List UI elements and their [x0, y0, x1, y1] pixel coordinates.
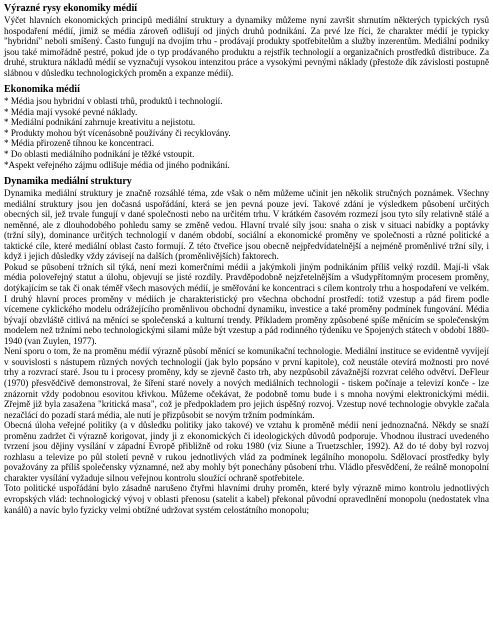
- paragraph: Dynamika mediální struktury je značně rozsáhlé téma, zde však o něm můžeme učinit jen několik stručných poznámek. Všechny mediální struktury jsou jen dočasná uspořádání, která se jen pevná pouze jeví. Takové zdání je výsledkem působení určitých obecných sil, jež trvale fungují v dané společnosti nebo na určitém trhu. V krátkém časovém rozmezí jsou tyto síly relativně stálé a neměnné, ale z dlouhodobého pohledu samy se změně vedou. Hlavní trvalé síly jsou: snaha o zisk v situaci nabídky a poptávky (tržní síly), dominance určitých technologií v daném období, sociální a ekonomické proměny ve společnosti a různé politické a taktické cíle, které mediální oblast často formují. Z této čtveřice jsou obecně nejpředvídatelnější a nejméně proměnlivé tržní síly, i když i jejich důsledky vždy závisejí na dalších (proměnlivějších) faktorech.: [4, 188, 489, 262]
- list-item: * Média přirozeně tíhnou ke koncentraci.: [4, 138, 154, 149]
- list-item: * Do oblasti mediálního podnikání je těžké vstoupit.: [4, 149, 195, 160]
- paragraph: Obecná úloha veřejné politiky (a v důsledku politiky jako takové) ve vztahu k proměně médií není jednoznačná. Někdy se snaží proměnu zadržet či výrazně korigovat, jindy ji z ekonomických či ideologických důvodů podporuje. Vhodnou ilustrací uvedeného tvrzení jsou dějiny vysílání v západní Evropě přibližně od roku 1980 (viz Siune a Truetzschler, 1992). Až do té doby byl rozvoj rozhlasu a televize po půl století pevně v rukou jednotlivých vlád za podmínek legálního monopolu. Sdělovací prostředky byly považovány za příliš společensky významné, než aby mohly být ponechány působení trhu. Vládlo přesvědčení, že reálně monopolní charakter vysílání vyžaduje silnou veřejnou kontrolu sloužící ochraně spotřebitele.: [4, 420, 489, 483]
- list-item: * Média jsou hybridní v oblasti trhů, produktů i technologií.: [4, 96, 223, 107]
- paragraph: Pokud se působení tržních sil týká, není mezi komerčními médii a jakýmkoli jiným podnikáním příliš velký rozdíl. Mají-li však média poloveřejný statut a úlohu, objevují se jisté rozdíly. Pravděpodobně nejzřetelnějším a všudypřítomným procesem proměny, dotýkajícím se tak či onak téměř všech masových médií, je směřování ke koncentraci s cílem kontroly trhu a hospodaření ve velkém. I druhý hlavní proces proměny v médiích je charakteristický pro všechna obchodní prostředí: totiž vzestup a pád firem podle vícemene cyklického modelu odrážejícího proměnlivou obchodní dynamiku, investice a také proměny podmínek fungování. Média bývají obzvláště citlivá na měnící se společenská a kulturní trendy. Příkladem proměny způsobené spíše měnícím se společenským modelem než tržními nebo technologickými silami může být vzestup a pád rodinného týdeníku ve Spojených státech v období 1880-1940 (van Zuylen, 1977).: [4, 261, 489, 346]
- bullet-list: [4, 96, 489, 170]
- section-heading: Výrazné rysy ekonomiky médií: [4, 3, 138, 14]
- paragraph: Výčet hlavních ekonomických principů mediální struktury a dynamiky můžeme nyní završit shrnutím některých typických rysů hospodaření médií, jimiž se média zároveň odlišují od jiných druhů podnikání. Za prvé lze říci, že charakter médií je typicky "hybridní" neboli smíšený. Často fungují na dvojím trhu - prodávají produkty spotřebitelům a služby inzerentům. Mediální podniky jsou také mimořádně pestré, pokud jde o typ prodávaného produktu a rejstřík technologií a organizačních prostředků distribuce. Za druhé, struktura nákladů médií se vyznačují vysokou intenzitou práce a vysokými pevnými náklady (přestože dík závislosti postupně slábnou v důsledku technologických proměn a expanze médií).: [4, 15, 489, 78]
- paragraph: Toto politické uspořádání bylo zásadně narušeno čtyřmi hlavními druhy proměn, které byly výrazně mimo kontrolu jednotlivých evropských vlád: technologický vývoj v oblasti přenosu (satelit a kabel) překonal původní opravedlnění monopolu (nedostatek vlna kanálů) a navíc bylo fyzicky velmi obtížné udržovat systém celostátního monopolu;: [4, 483, 489, 515]
- section-heading: Ekonomika médií: [4, 84, 80, 96]
- list-item: * Mediální podnikání zahrnuje kreativitu a nejistotu.: [4, 117, 196, 128]
- list-item: *Aspekt veřejného zájmu odlišuje média od jiného podnikání.: [4, 159, 230, 170]
- list-item: * Produkty mohou být vícenásobně používány či recyklovány.: [4, 127, 231, 138]
- list-item: * Média mají vysoké pevné náklady.: [4, 106, 138, 117]
- paragraph: Není sporu o tom, že na proměnu médií výrazně působí měnící se komunikační technologie. Mediální instituce se evidentně vyvíjejí v souvislosti s nástupem různých nových technologií (jak bylo popsáno v první kapitole), což neustále otevírá možnosti pro nové trhy a rozvrací staré. Jsou tu i procesy proměny, kdy se zjevně často trh, aby nezpůsobil závažnější rozvrat celého odvětví. DeFleur (1970) přesvědčivě demonstroval, že šíření staré novely a nových mediálních technologií - tiskem počínaje a televizí konče - lze znázornit vždy podobnou esovitou křivkou. Můžeme očekávat, že podobně tomu bude i s mnoha novými elektronickými médii. Zřejmě již byla zasažena "kritická masa", což je předpokladem pro jejich úspěšný rozvoj. Vzestup nové technologie obvykle začala nezačlácí do pozadí stará média, ale nutí je přizpůsobit se novým tržním podmínkám.: [4, 346, 489, 420]
- section-heading: Dynamika mediální struktury: [4, 176, 132, 188]
